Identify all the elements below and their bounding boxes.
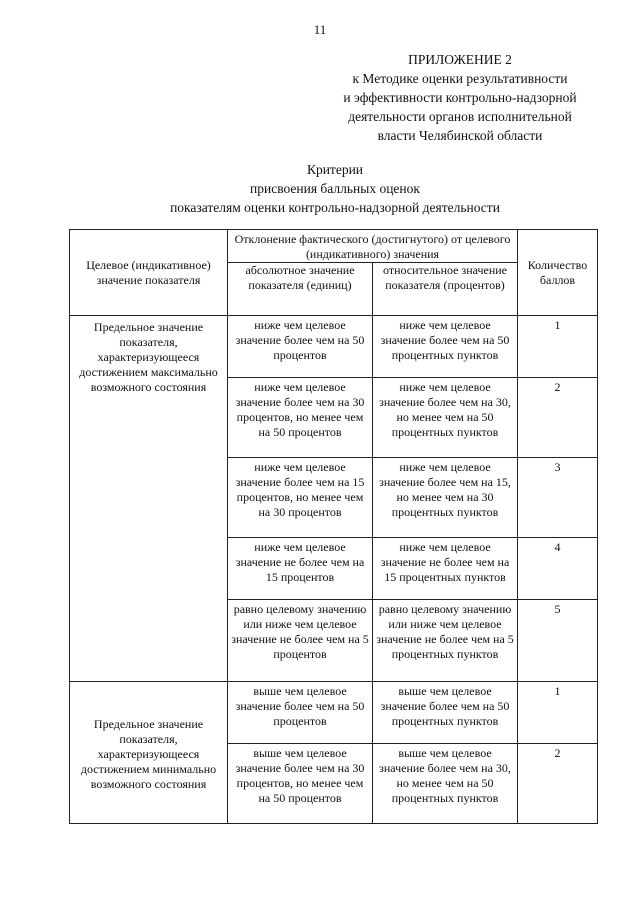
header-absolute: абсолютное значение показателя (единиц) [228,263,373,316]
title-line: присвоения балльных оценок [250,181,420,196]
relative-cell: выше чем целевое значение более чем на 30, но менее чем на 50 процентных пунктов [373,744,518,824]
score-cell: 3 [518,458,598,538]
score-cell: 5 [518,600,598,682]
relative-cell: ниже чем целевое значение не более чем на 15 процентных пунктов [373,538,518,600]
document-title [120,160,550,217]
header-target: Целевое (индикативное) значение показателя [70,230,228,316]
appendix-line: к Методике оценки результативности [352,71,568,86]
page-number: 11 [313,22,327,37]
appendix-line: деятельности органов исполнительной [348,109,572,124]
appendix-line: власти Челябинской области [377,128,543,143]
absolute-cell: ниже чем целевое значение более чем на 30 процентов, но менее чем на 50 процентов [228,378,373,458]
relative-cell: выше чем целевое значение более чем на 50 процентных пунктов [373,682,518,744]
score-cell: 2 [518,744,598,824]
relative-cell: ниже чем целевое значение более чем на 50 процентных пунктов [373,316,518,378]
table-row [70,682,598,744]
appendix-block [300,50,620,145]
score-cell: 2 [518,378,598,458]
score-cell: 4 [518,538,598,600]
absolute-cell: выше чем целевое значение более чем на 30 процентов, но менее чем на 50 процентов [228,744,373,824]
table-row [70,316,598,378]
target-value-max: Предельное значение показателя, характеризующееся достижением максимально возможного состояния [70,316,228,682]
title-line: Критерии [306,162,364,177]
absolute-cell: ниже чем целевое значение не более чем на 15 процентов [228,538,373,600]
appendix-title: ПРИЛОЖЕНИЕ 2 [408,52,512,67]
absolute-cell: ниже чем целевое значение более чем на 15 процентов, но менее чем на 30 процентов [228,458,373,538]
title-line: показателям оценки контрольно-надзорной деятельности [170,200,500,215]
appendix-line: и эффективности контрольно-надзорной [343,90,577,105]
relative-cell: ниже чем целевое значение более чем на 30, но менее чем на 50 процентных пунктов [373,378,518,458]
absolute-cell: ниже чем целевое значение более чем на 50 процентов [228,316,373,378]
relative-cell: ниже чем целевое значение более чем на 15, но менее чем на 30 процентных пунктов [373,458,518,538]
header-relative: относительное значение показателя (процентов) [373,263,518,316]
absolute-cell: выше чем целевое значение более чем на 50 процентов [228,682,373,744]
relative-cell: равно целевому значению или ниже чем целевое значение не более чем на 5 процентных пунктов [373,600,518,682]
header-deviation: Отклонение фактического (достигнутого) от целевого (индикативного) значения [228,230,518,263]
header-score: Количество баллов [518,230,598,316]
score-cell: 1 [518,682,598,744]
target-value-min: Предельное значение показателя, характеризующееся достижением минимально возможного состояния [70,682,228,824]
score-cell: 1 [518,316,598,378]
criteria-table [69,229,598,824]
absolute-cell: равно целевому значению или ниже чем целевое значение не более чем на 5 процентов [228,600,373,682]
header-row [70,230,598,263]
